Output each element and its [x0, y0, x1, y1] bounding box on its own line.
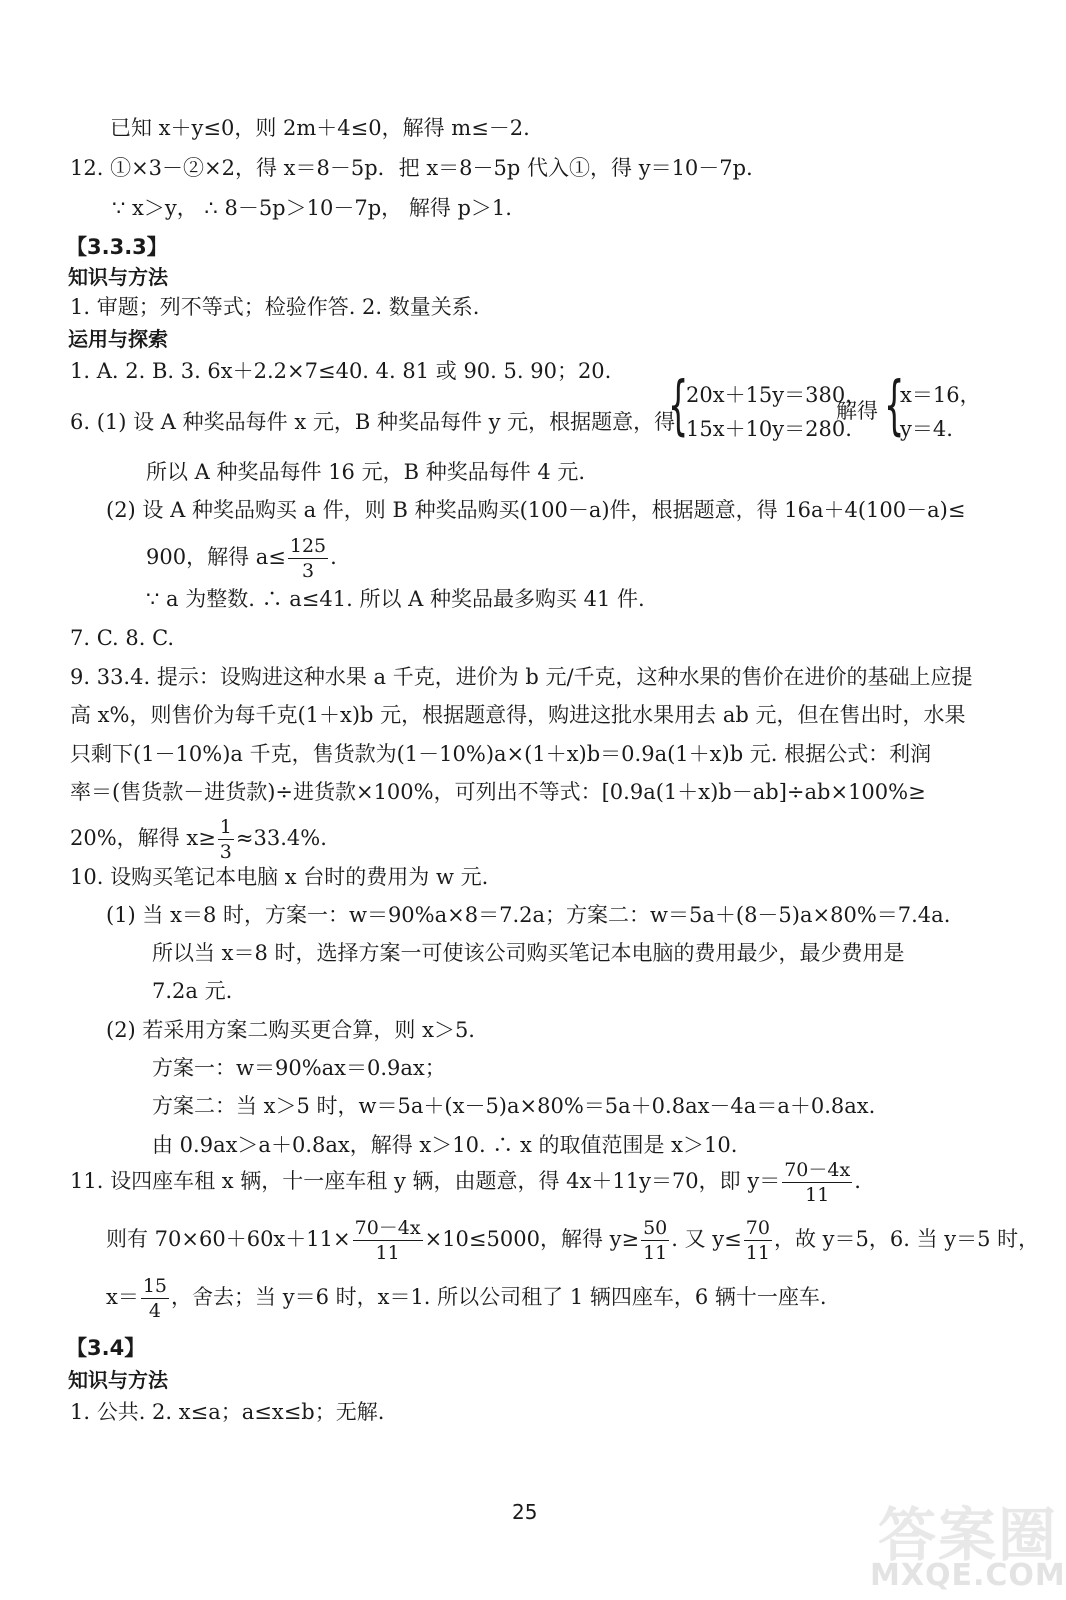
q9-line-2: 高 x%，则售价为每千克(1＋x)b 元，根据题意得，购进这批水果用去 ab 元，但在售出时，水果	[70, 703, 966, 727]
fraction: $\frac{50}{11}$	[643, 1217, 668, 1264]
section-heading-3-4: 【3.4】	[66, 1336, 146, 1360]
subheading-knowledge-methods-2: 知识与方法	[68, 1368, 168, 1392]
q12-line-2: ∵ x＞y， ∴ 8－5p＞10－7p， 解得 p＞1.	[112, 196, 512, 220]
q11-line-3: x＝ $\frac{15}{4}$ ，舍去；当 y＝6 时，x＝1. 所以公司租了 1 辆四座车，6 辆十一座车.	[106, 1275, 827, 1322]
line-known-condition: 已知 x＋y≤0，则 2m＋4≤0，解得 m≤－2.	[110, 116, 530, 140]
watermark-text: 答案圈	[878, 1501, 1059, 1569]
watermark-url: MXQE.COM	[870, 1558, 1066, 1593]
q11-line-1: 11. 设四座车租 x 辆，十一座车租 y 辆，由题意，得 4x＋11y＝70，即 y＝ $\frac{70-4x}{11}$ .	[70, 1159, 861, 1206]
q10-plan-2: 方案二：当 x＞5 时，w＝5a＋(x－5)a×80%＝5a＋0.8ax－4a＝a＋0.8ax.	[152, 1094, 876, 1118]
fraction: $\frac{1}{3}$	[219, 816, 232, 863]
answers-7-8: 7. C. 8. C.	[70, 626, 175, 650]
fraction: $\frac{70-4x}{11}$	[354, 1217, 421, 1264]
q6-part2-solution: 900，解得 a≤ $\frac{125}{3}$ .	[146, 535, 337, 582]
q6-solve-label: 解得	[836, 399, 878, 423]
q10-plan-1: 方案一：w＝90%ax＝0.9ax；	[152, 1056, 446, 1080]
fraction: $\frac{15}{4}$	[142, 1275, 168, 1322]
left-brace: {	[884, 369, 905, 443]
q11-line-2: 则有 70×60＋60x＋11× $\frac{70-4x}{11}$ ×10≤5000，解得 y≥ $\frac{50}{11}$ . 又 y≤ $\frac{70}{11}$ ，故 y＝5，6. 当 y＝5 时，	[106, 1217, 1040, 1264]
q12-line-1: 12. ①×3－②×2，得 x＝8－5p．把 x＝8－5p 代入①，得 y＝10－7p．	[70, 156, 768, 180]
subheading-knowledge-methods: 知识与方法	[68, 265, 168, 289]
fraction: $\frac{70-4x}{11}$	[784, 1159, 851, 1206]
fraction: $\frac{125}{3}$	[289, 535, 327, 582]
q10-part2-conclusion: 由 0.9ax＞a＋0.8ax，解得 x＞10. ∴ x 的取值范围是 x＞10.	[152, 1133, 738, 1157]
left-brace: {	[668, 369, 689, 443]
q9-line-1: 9. 33.4. 提示：设购进这种水果 a 千克，进价为 b 元/千克，这种水果的售价在进价的基础上应提	[70, 665, 973, 689]
q10-part1: (1) 当 x＝8 时，方案一：w＝90%a×8＝7.2a；方案二：w＝5a＋(8－5)a×80%＝7.4a.	[106, 903, 951, 927]
q6-conclusion-2: ∵ a 为整数. ∴ a≤41. 所以 A 种奖品最多购买 41 件.	[146, 587, 645, 611]
fraction: $\frac{70}{11}$	[745, 1217, 770, 1264]
q10-part1-cost: 7.2a 元.	[152, 979, 233, 1003]
knowledge-items-2: 1. 公共. 2. x≤a；a≤x≤b；无解.	[70, 1400, 385, 1424]
q6-part1-text: 6. (1) 设 A 种奖品每件 x 元，B 种奖品每件 y 元，根据题意，得	[70, 410, 676, 434]
watermark-logo	[868, 1488, 1064, 1598]
q10-part1-conclusion: 所以当 x＝8 时，选择方案一可使该公司购买笔记本电脑的费用最少，最少费用是	[152, 941, 905, 965]
answers-1-to-5: 1. A. 2. B. 3. 6x＋2.2×7≤40. 4. 81 或 90. 5. 90；20.	[70, 359, 612, 383]
q10-part2: (2) 若采用方案二购买更合算，则 x＞5.	[106, 1018, 475, 1042]
page-number: 25	[512, 1500, 538, 1524]
q9-line-3: 只剩下(1－10%)a 千克，售货款为(1－10%)a×(1＋x)b＝0.9a(1＋x)b 元. 根据公式：利润	[70, 742, 932, 766]
section-heading-3-3-3: 【3.3.3】	[66, 235, 168, 259]
equation-2: 15x＋10y＝280.	[686, 417, 852, 441]
q6-conclusion-1: 所以 A 种奖品每件 16 元，B 种奖品每件 4 元.	[146, 460, 586, 484]
subheading-application-exploration: 运用与探索	[68, 327, 168, 351]
q9-line-5: 20%，解得 x≥ $\frac{1}{3}$ ≈33.4%.	[70, 816, 327, 863]
q9-line-4: 率＝(售货款－进货款)÷进货款×100%，可列出不等式：[0.9a(1＋x)b－ab]÷ab×100%≥	[70, 780, 926, 804]
q6-part2-text: (2) 设 A 种奖品购买 a 件，则 B 种奖品购买(100－a)件，根据题意，得 16a＋4(100－a)≤	[106, 498, 966, 522]
q10-intro: 10. 设购买笔记本电脑 x 台时的费用为 w 元.	[70, 865, 489, 889]
equation-1: 20x＋15y＝380，	[686, 383, 867, 407]
knowledge-items: 1. 审题；列不等式；检验作答. 2. 数量关系.	[70, 295, 480, 319]
solution-x: x＝16，	[900, 383, 981, 407]
solution-y: y＝4.	[900, 417, 953, 441]
